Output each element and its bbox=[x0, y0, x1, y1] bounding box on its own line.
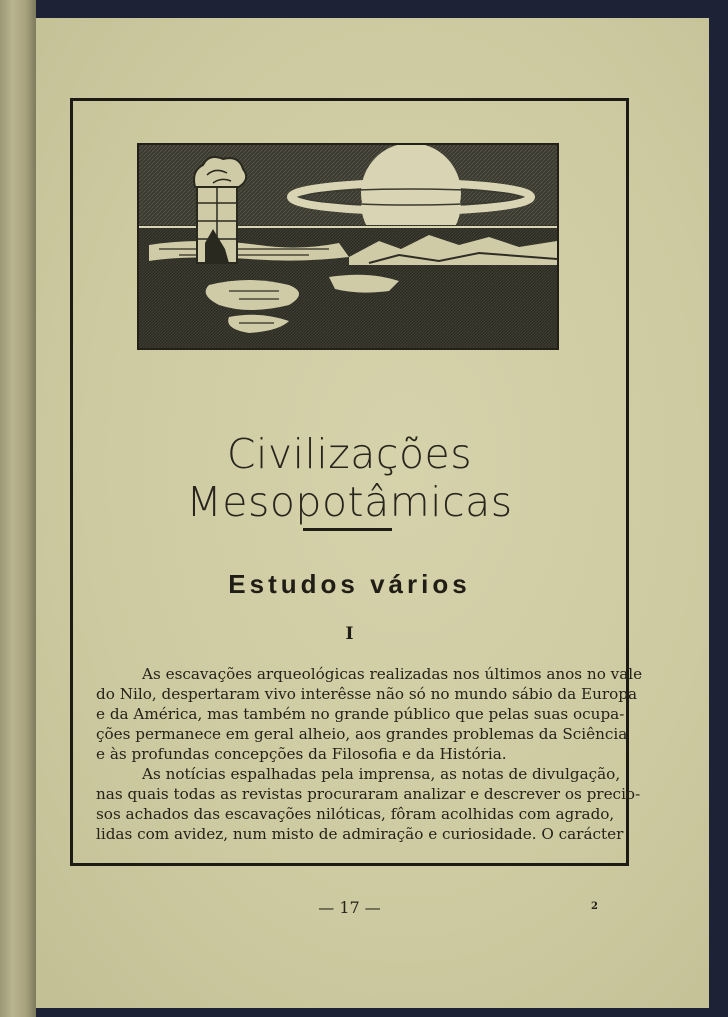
title-divider bbox=[303, 528, 392, 531]
page-title: Civilizações Mesopotâmicas bbox=[186, 430, 513, 526]
ringed-planet-landscape-illustration bbox=[139, 145, 557, 348]
book-spine bbox=[0, 0, 36, 1017]
body-line: e da América, mas também no grande público que pelas suas ocupa- bbox=[96, 705, 625, 723]
body-line: As notícias espalhadas pela imprensa, as notas de divulgação, bbox=[142, 765, 621, 783]
header-illustration bbox=[137, 143, 559, 350]
body-line: As escavações arqueológicas realizadas nos últimos anos no vale bbox=[142, 665, 643, 683]
signature-mark: 2 bbox=[591, 901, 598, 912]
section-numeral: I bbox=[345, 624, 354, 644]
body-line: e às profundas concepções da Filosofia e da História. bbox=[96, 745, 507, 763]
page-number: — 17 — bbox=[318, 898, 381, 917]
body-line: ções permanece em geral alheio, aos grandes problemas da Sciência bbox=[96, 725, 628, 743]
body-line: lidas com avidez, num misto de admiração e curiosidade. O carácter bbox=[96, 825, 624, 843]
section-subtitle: Estudos vários bbox=[228, 569, 471, 599]
body-line: sos achados das escavações nilóticas, fôram acolhidas com agrado, bbox=[96, 805, 615, 823]
body-text bbox=[96, 664, 643, 844]
body-line: nas quais todas as revistas procuraram analizar e descrever os precio- bbox=[96, 785, 641, 803]
body-line: do Nilo, despertaram vivo interêsse não só no mundo sábio da Europa bbox=[96, 685, 638, 703]
